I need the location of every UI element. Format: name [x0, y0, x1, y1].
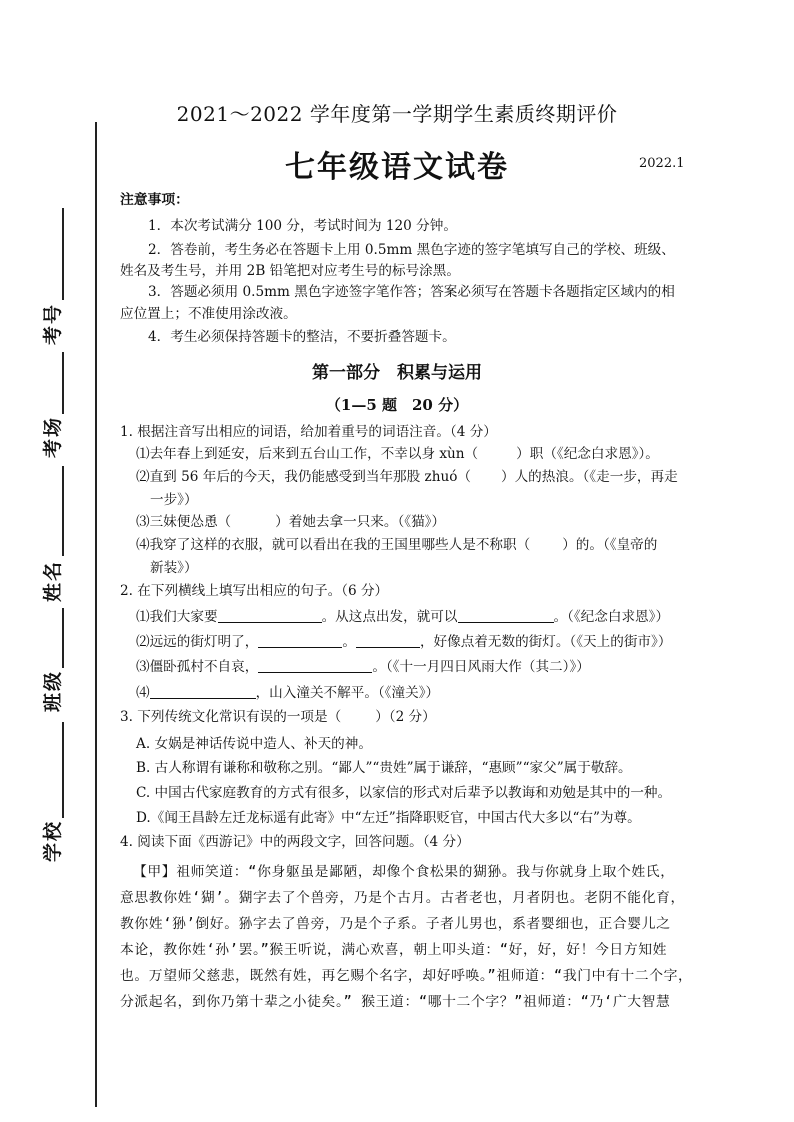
q2-item-2	[136, 634, 710, 650]
q1-item-2	[136, 471, 710, 485]
binding-line	[95, 122, 97, 1107]
q4-passage-line-1: 【甲】祖师笑道：“你身躯虽是鄙陋，却像个食松果的猢狲。我与你就身上取个姓氏，	[133, 864, 675, 880]
notice-heading: 注意事项：	[120, 192, 189, 208]
q2-item-1	[136, 609, 710, 625]
name-blank[interactable]	[62, 466, 64, 556]
q3-stem	[120, 711, 710, 725]
name-label: 姓名	[42, 559, 64, 602]
q2-item-1-text: ⑴我们大家要	[136, 609, 218, 625]
notice-item-2: 2．答卷前，考生务必在答题卡上用 0.5mm 黑色字迹的签字笔填写自己的学校、班级、	[148, 242, 675, 258]
q2-item-2-text-mid: 。	[342, 634, 356, 650]
q2-item-2-text-end: ，好像点着无数的街灯。（《天上的街市》）	[419, 634, 672, 650]
q1-item-2-cont: 一步》）	[150, 492, 198, 508]
notice-item-3-cont: 应位置上；不准使用涂改液。	[120, 306, 297, 322]
school-label: 学校	[42, 819, 64, 862]
exam-number-blank[interactable]	[62, 208, 64, 300]
q1-item-3-text-end: ）着她去拿一只来。（《猫》）	[275, 514, 446, 530]
exam-date: 2022.1	[639, 156, 685, 171]
q1-item-4-cont: 新装》）	[150, 560, 198, 576]
q2-stem: 2. 在下列横线上填写出相应的句子。（6 分）	[120, 583, 389, 599]
exam-number-label: 考号	[42, 302, 64, 345]
notice-item-1: 1．本次考试满分 100 分，考试时间为 120 分钟。	[148, 218, 457, 234]
q3-option-a: A. 女娲是神话传说中造人、补天的神。	[136, 736, 372, 752]
q1-item-1-text: ⑴去年春上到延安，后来到五台山工作，不幸以身 xùn（	[136, 446, 479, 462]
q2-item-1-text-mid: 。从这点出发，就可以	[321, 609, 458, 625]
q2-item-2-text: ⑵远远的街灯明了，	[136, 634, 259, 650]
q2-item-4	[136, 685, 710, 701]
q1-item-3-text: ⑶三妹便怂恿（	[136, 514, 232, 530]
q1-stem: 1. 根据注音写出相应的词语，给加着重号的词语注音。（4 分）	[120, 424, 497, 440]
q1-item-4	[136, 539, 710, 553]
class-blank[interactable]	[62, 608, 64, 668]
q2-item-4-text: ⑷	[136, 685, 150, 701]
q2-blank-5[interactable]	[258, 659, 372, 673]
q2-item-3	[136, 659, 710, 675]
q2-item-3-text-end: 。（《十一月四日风雨大作（其二）》）	[372, 659, 590, 675]
q2-blank-2[interactable]	[458, 609, 554, 623]
q2-item-1-text-end: 。（《纪念白求恩》）	[553, 609, 670, 625]
part-1-subtitle: （1—5 题 20 分）	[325, 396, 469, 414]
q4-passage-line-6: 分派起名，到你乃第十辈之小徒矣。” 猴王道：“哪十二个字？”祖师道：“乃‘广大智慧	[120, 994, 671, 1010]
q4-passage-line-2: 意思教你姓‘猢’。猢字去了个兽旁，乃是个古月。古者老也，月者阴也。老阴不能化育，	[120, 890, 685, 906]
paper-title: 七年级语文试卷	[285, 150, 509, 185]
school-blank[interactable]	[62, 722, 64, 818]
q1-item-4-text-end: ）的。（《皇帝的	[562, 537, 658, 553]
q1-item-2-text-end: ）人的热浪。（《走一步，再走	[501, 469, 678, 485]
q3-option-c: C. 中国古代家庭教育的方式有很多，以家信的形式对后辈予以教诲和劝勉是其中的一种。	[136, 785, 672, 801]
notice-item-4: 4．考生必须保持答题卡的整洁，不要折叠答题卡。	[148, 329, 456, 345]
q2-item-4-text-end: ，山入潼关不解平。（《潼关》）	[255, 685, 440, 701]
q2-blank-3[interactable]	[258, 634, 342, 648]
q4-passage-line-5: 也。万望师父慈悲，既然有姓，再乞赐个名字，却好呼唤。”祖师道：“我门中有十二个字，	[120, 968, 693, 984]
q2-blank-1[interactable]	[218, 609, 322, 623]
q4-passage-line-3: 教你姓‘狲’倒好。狲字去了兽旁，乃是个子系。子者儿男也，系者婴细也，正合婴儿之	[120, 916, 671, 932]
q2-blank-6[interactable]	[150, 685, 256, 699]
exam-room-label: 考场	[42, 415, 64, 458]
q1-item-1	[136, 448, 710, 462]
q1-item-2-text: ⑵直到 56 年后的今天，我仍能感受到当年那股 zhuó（	[136, 469, 471, 485]
exam-series-title: 2021～2022 学年度第一学期学生素质终期评价	[176, 102, 618, 126]
q1-item-4-text: ⑷我穿了这样的衣服，就可以看出在我的王国里哪些人是不称职（	[136, 537, 531, 553]
q3-stem-text: 3. 下列传统文化常识有误的一项是（	[120, 709, 342, 725]
q3-option-d: D.《闻王昌龄左迁龙标遥有此寄》中“左迁”指降职贬官，中国古代大多以“右”为尊。	[136, 810, 641, 826]
q4-passage-line-4: 本论，教你姓‘孙’罢。”猴王听说，满心欢喜，朝上叩头道：“好，好，好！今日方知姓	[120, 942, 668, 958]
part-1-title: 第一部分 积累与运用	[312, 363, 482, 383]
notice-item-2-cont: 姓名及考生号，并用 2B 铅笔把对应考生号的标号涂黑。	[120, 263, 460, 279]
q3-option-b: B. 古人称谓有谦称和敬称之别。“鄙人”“贵姓”属于谦辞，“惠顾”“家父”属于敬辞。	[136, 760, 632, 776]
notice-item-3: 3．答题必须用 0.5mm 黑色字迹签字笔作答；答案必须写在答题卡各题指定区域内的相	[148, 284, 675, 300]
q1-item-3	[136, 516, 710, 530]
q3-stem-text-end: ）（2 分）	[375, 709, 436, 725]
q2-item-3-text: ⑶僵卧孤村不自哀，	[136, 659, 259, 675]
class-label: 班级	[42, 669, 64, 712]
q1-item-1-text-end: ）职（《纪念白求恩》）。	[516, 446, 659, 462]
q4-stem: 4. 阅读下面《西游记》中的两段文字，回答问题。（4 分）	[120, 834, 470, 850]
q2-blank-4[interactable]	[356, 634, 420, 648]
